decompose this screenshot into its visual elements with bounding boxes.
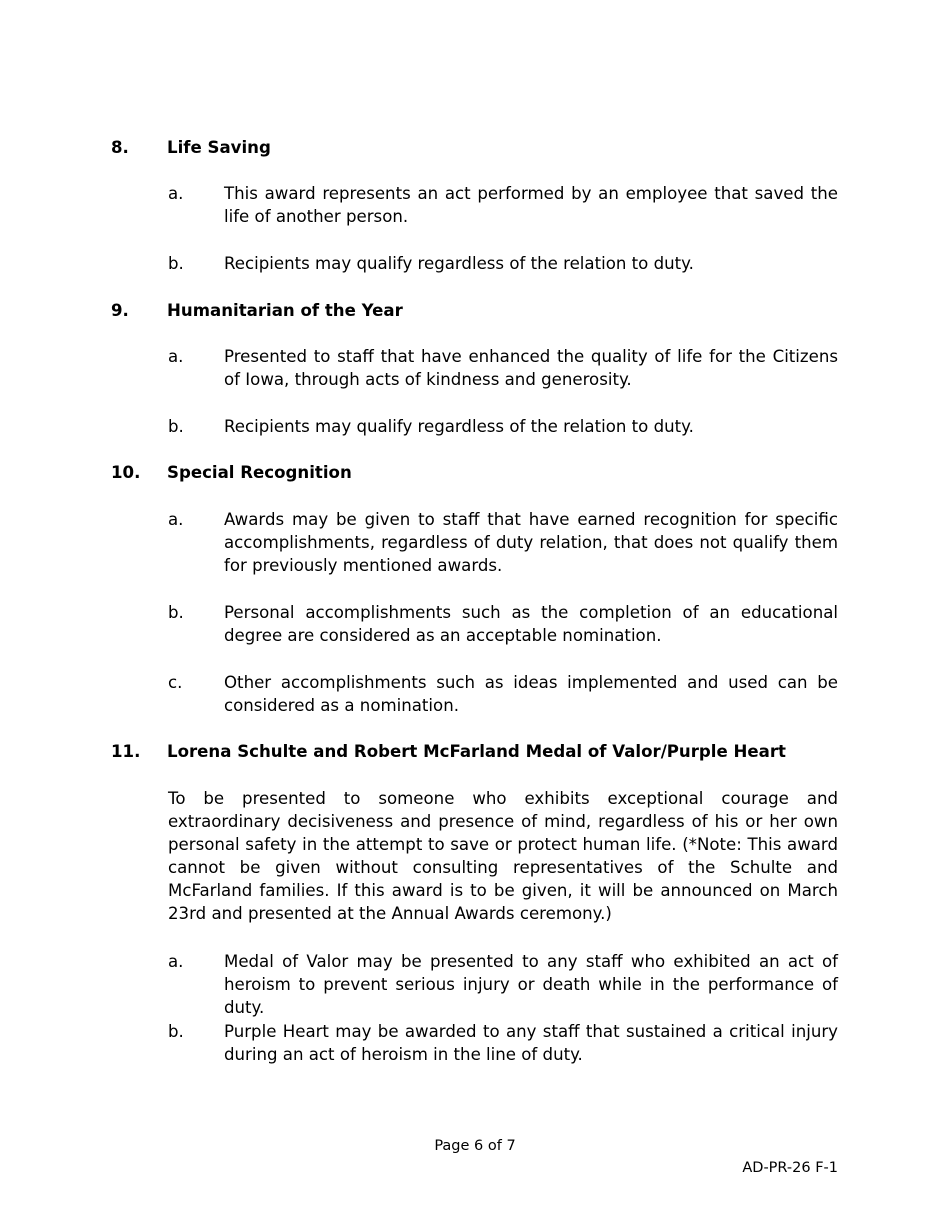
section-number: 8. bbox=[111, 138, 129, 157]
list-marker: a. bbox=[168, 952, 184, 971]
document-code: AD-PR-26 F-1 bbox=[742, 1160, 838, 1176]
list-marker: b. bbox=[168, 1022, 184, 1041]
list-marker: a. bbox=[168, 184, 184, 203]
list-marker: a. bbox=[168, 347, 184, 366]
section-number: 10. bbox=[111, 463, 141, 482]
list-item-text: Other accomplishments such as ideas implemented and used can be considered as a nomination. bbox=[224, 673, 838, 715]
section-title: Lorena Schulte and Robert McFarland Medal of Valor/Purple Heart bbox=[167, 742, 786, 761]
list-item-text: Medal of Valor may be presented to any staff who exhibited an act of heroism to prevent serious injury or death while in the performance of duty. bbox=[224, 952, 838, 1017]
list-marker: b. bbox=[168, 603, 184, 622]
list-marker: a. bbox=[168, 510, 184, 529]
list-item-text: Purple Heart may be awarded to any staff that sustained a critical injury during an act of heroism in the line of duty. bbox=[224, 1022, 838, 1064]
section-intro-paragraph: To be presented to someone who exhibits exceptional courage and extraordinary decisiveness and presence of mind, regardless of his or her own personal safety in the attempt to save or protect human life. (*Note: This award cannot be given without consulting representatives of the Schulte and McFarland families. If this award is to be given, it will be announced on March 23rd and presented at the Annual Awards ceremony.) bbox=[168, 789, 838, 923]
list-marker: b. bbox=[168, 417, 184, 436]
section-number: 9. bbox=[111, 301, 129, 320]
section-title: Humanitarian of the Year bbox=[167, 301, 403, 320]
list-item-text: Recipients may qualify regardless of the relation to duty. bbox=[224, 254, 694, 273]
list-item-text: Awards may be given to staff that have earned recognition for specific accomplishments, regardless of duty relation, that does not qualify them for previously mentioned awards. bbox=[224, 510, 838, 575]
list-item-text: Personal accomplishments such as the completion of an educational degree are considered as an acceptable nomination. bbox=[224, 603, 838, 645]
list-item-text: Recipients may qualify regardless of the relation to duty. bbox=[224, 417, 694, 436]
list-marker: b. bbox=[168, 254, 184, 273]
page-number: Page 6 of 7 bbox=[434, 1138, 516, 1154]
list-marker: c. bbox=[168, 673, 183, 692]
section-title: Life Saving bbox=[167, 138, 271, 157]
list-item-text: Presented to staff that have enhanced the quality of life for the Citizens of Iowa, through acts of kindness and generosity. bbox=[224, 347, 838, 389]
section-number: 11. bbox=[111, 742, 141, 761]
section-title: Special Recognition bbox=[167, 463, 352, 482]
list-item-text: This award represents an act performed by an employee that saved the life of another person. bbox=[224, 184, 838, 226]
